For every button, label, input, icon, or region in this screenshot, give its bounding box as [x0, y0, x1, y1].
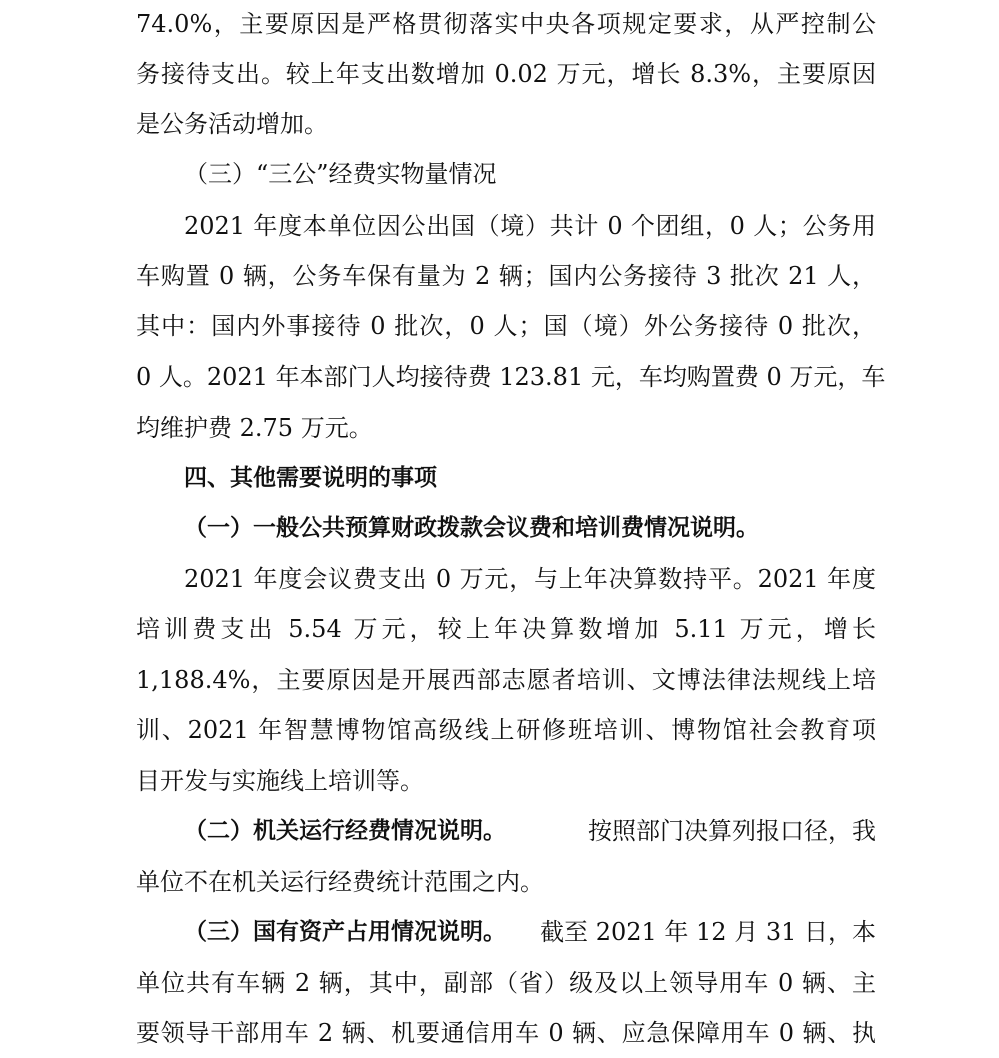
section-heading: （三）“三公”经费实物量情况 [184, 160, 497, 188]
body-text: 按照部门决算列报口径，我 [588, 817, 876, 845]
body-line: 单位不在机关运行经费统计范围之内。 [136, 868, 544, 896]
body-line: 2021 年度会议费支出 0 万元，与上年决算数持平。2021 年度 [184, 565, 876, 593]
body-line: 1,188.4%，主要原因是开展西部志愿者培训、文博法律法规线上培 [136, 666, 876, 694]
body-line: 培训费支出 5.54 万元，较上年决算数增加 5.11 万元，增长 [136, 615, 876, 643]
subsection-heading: （二）机关运行经费情况说明。 [184, 818, 506, 844]
body-line: 其中：国内外事接待 0 批次，0 人；国（境）外公务接待 0 批次， [136, 312, 876, 340]
paragraph-line [184, 916, 876, 948]
body-line: 要领导干部用车 2 辆、机要通信用车 0 辆、应急保障用车 0 辆、执 [136, 1019, 876, 1047]
body-line: 均维护费 2.75 万元。 [136, 414, 373, 442]
body-line: 是公务活动增加。 [136, 110, 328, 138]
body-line: 0 人。2021 年本部门人均接待费 123.81 元，车均购置费 0 万元，车 [136, 363, 886, 391]
subsection-heading: （三）国有资产占用情况说明。 [184, 919, 506, 945]
body-line: 目开发与实施线上培训等。 [136, 767, 424, 795]
chapter-heading: 四、其他需要说明的事项 [184, 465, 437, 491]
body-line: 务接待支出。较上年支出数增加 0.02 万元，增长 8.3%，主要原因 [136, 60, 876, 88]
subsection-heading: （一）一般公共预算财政拨款会议费和培训费情况说明。 [184, 515, 759, 541]
body-text: 截至 2021 年 12 月 31 日，本 [540, 918, 876, 946]
body-line: 单位共有车辆 2 辆，其中，副部（省）级及以上领导用车 0 辆、主 [136, 969, 876, 997]
paragraph-line [184, 815, 876, 847]
body-line: 2021 年度本单位因公出国（境）共计 0 个团组，0 人；公务用 [184, 212, 876, 240]
body-line: 74.0%，主要原因是严格贯彻落实中央各项规定要求，从严控制公 [136, 10, 876, 38]
body-line: 训、2021 年智慧博物馆高级线上研修班培训、博物馆社会教育项 [136, 716, 876, 744]
body-line: 车购置 0 辆，公务车保有量为 2 辆；国内公务接待 3 批次 21 人， [136, 262, 876, 290]
